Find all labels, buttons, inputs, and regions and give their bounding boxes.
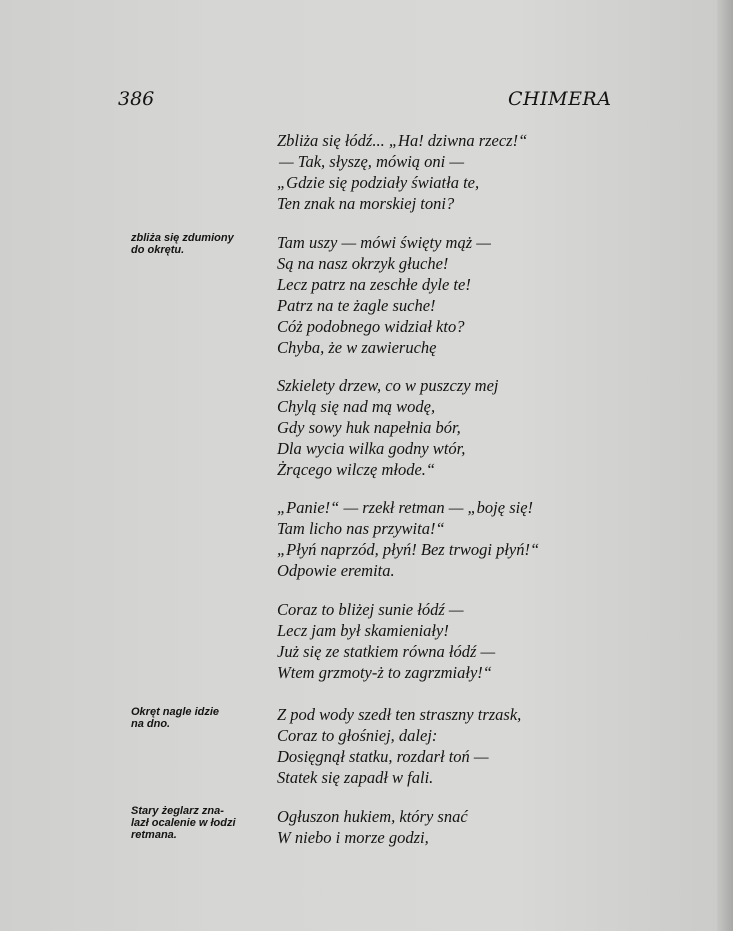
margin-note-line: Okręt nagle idzie: [131, 706, 220, 718]
verse-line: Lecz jam był skamieniały!: [277, 621, 449, 640]
margin-note-line: na dno.: [131, 718, 171, 730]
page-number: 386: [118, 88, 155, 110]
page-edge: [717, 0, 733, 931]
verse-line: Patrz na te żagle suche!: [277, 296, 436, 315]
stanza-2: [277, 232, 607, 358]
margin-note-3: [131, 805, 263, 841]
verse-line: Dosięgnął statku, rozdarł toń —: [277, 747, 489, 766]
margin-note-line: Stary żeglarz zna-: [131, 805, 224, 817]
verse-line: Gdy sowy huk napełnia bór,: [277, 418, 461, 437]
stanza-1: [277, 130, 607, 214]
verse-line: Ogłuszon hukiem, który snać: [277, 807, 468, 826]
margin-note-line: retmana.: [131, 829, 177, 841]
verse-line: Dla wycia wilka godny wtór,: [277, 439, 466, 458]
verse-line: Cóż podobnego widział kto?: [277, 317, 465, 336]
stanza-7: [277, 806, 607, 848]
margin-note-2: [131, 706, 263, 730]
verse-line: Tam uszy — mówi święty mąż —: [277, 233, 491, 252]
margin-note-line: lazł ocalenie w łodzi: [131, 817, 236, 829]
verse-line: Chyba, że w zawieruchę: [277, 338, 437, 357]
verse-line: Coraz to bliżej sunie łódź —: [277, 600, 464, 619]
verse-line: „Płyń naprzód, płyń! Bez trwogi płyń!“: [277, 540, 540, 559]
verse-line: Zbliża się łódź... „Ha! dziwna rzecz!“: [277, 131, 528, 150]
verse-line: „Panie!“ — rzekł retman — „boję się!: [277, 498, 534, 517]
verse-line: Są na nasz okrzyk głuche!: [277, 254, 449, 273]
stanza-3: [277, 375, 607, 480]
verse-line: Lecz patrz na zeschłe dyle te!: [277, 275, 471, 294]
verse-line: Już się ze statkiem równa łódź —: [277, 642, 496, 661]
verse-line: Coraz to głośniej, dalej:: [277, 726, 438, 745]
stanza-4: [277, 497, 607, 581]
verse-line: — Tak, słyszę, mówią oni —: [279, 152, 465, 171]
verse-line: Odpowie eremita.: [277, 561, 395, 580]
running-title: CHIMERA: [508, 88, 612, 110]
stanza-6: [277, 704, 607, 788]
verse-line: Statek się zapadł w fali.: [277, 768, 434, 787]
verse-line: Wtem grzmoty-ż to zagrzmiały!“: [277, 663, 492, 682]
verse-line: Z pod wody szedł ten straszny trzask,: [277, 705, 522, 724]
verse-line: Ten znak na morskiej toni?: [277, 194, 455, 213]
margin-note-1: [131, 232, 263, 256]
margin-note-line: zbliża się zdumiony: [131, 232, 234, 244]
verse-line: Żrącego wilczę młode.“: [277, 460, 436, 479]
verse-line: Chylą się nad mą wodę,: [277, 397, 436, 416]
margin-note-line: do okrętu.: [131, 244, 185, 256]
verse-line: Tam licho nas przywita!“: [277, 519, 445, 538]
verse-line: Szkielety drzew, co w puszczy mej: [277, 376, 499, 395]
stanza-5: [277, 599, 607, 683]
verse-line: „Gdzie się podziały światła te,: [277, 173, 480, 192]
verse-line: W niebo i morze godzi,: [277, 828, 429, 847]
